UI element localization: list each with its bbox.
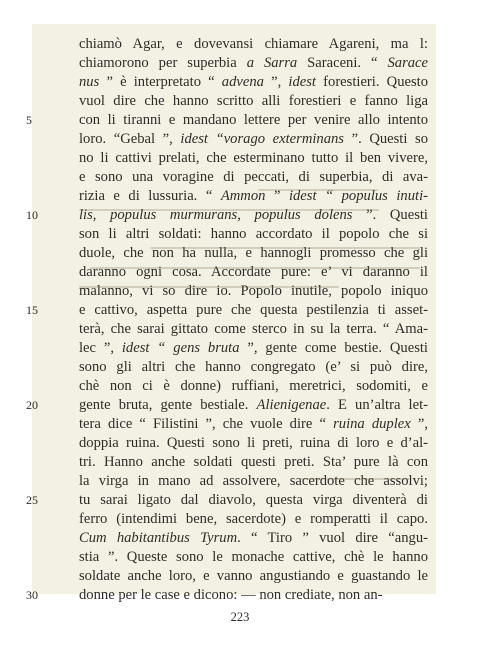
text-run: gente bruta, gente bestiale. [79, 397, 257, 413]
text-line [79, 54, 428, 73]
italic-text: idest “vorago exterminans [180, 131, 344, 147]
text-line [79, 491, 428, 510]
italic-text: idest “ populus inuti- [288, 188, 428, 204]
italic-text: Cum habitantibus Tyrum [79, 530, 238, 546]
line-number: 10 [26, 208, 38, 222]
line-number: 15 [26, 303, 38, 317]
italic-text: a Sarra [246, 55, 298, 71]
text-run: ferro (intendimi bene, sacerdote) e romperatti il capo. [79, 511, 428, 527]
text-line [79, 472, 428, 491]
line-number: 5 [26, 113, 32, 127]
text-run: rizia e di lussuria. “ [79, 188, 221, 204]
text-line [79, 377, 428, 396]
pencil-underline [90, 267, 420, 269]
text-run: Saraceni. “ [297, 55, 388, 71]
italic-text: Sarace [387, 55, 428, 71]
text-line [79, 453, 428, 472]
text-run: no li cattivi prelati, che esterminano tutto il ben vivere, [79, 150, 428, 166]
text-line [79, 586, 428, 605]
pencil-underline [79, 286, 339, 288]
text-line [79, 149, 428, 168]
text-line [79, 567, 428, 586]
text-run: . E un’altra let- [326, 397, 428, 413]
text-run: e sono una voragine di peccati, di superbia, di ava- [79, 169, 428, 185]
line-number: 30 [26, 588, 38, 602]
text-run: son li altri soldati: hanno accordato il popolo che si [79, 226, 428, 242]
text-run: tera dice “ Filistini ”, che vuole dire “ [79, 416, 334, 432]
text-line [79, 358, 428, 377]
italic-text: idest “ gens bruta [121, 340, 240, 356]
text-run: con li tiranni e mandano lettere per venire allo intento [79, 112, 428, 128]
text-line [79, 415, 428, 434]
text-line [79, 92, 428, 111]
text-run: ”, [263, 74, 289, 90]
text-run: chiamorono per superbia [79, 55, 247, 71]
line-number: 25 [26, 493, 38, 507]
text-run: loro. “Gebal ”, [79, 131, 181, 147]
text-line [79, 168, 428, 187]
italic-text: Ammon [220, 188, 266, 204]
text-run: ”, [410, 416, 428, 432]
text-line [79, 396, 428, 415]
text-line [79, 35, 428, 54]
text-run: soldate anche loro, e vanno angustiando e guastando le [79, 568, 428, 584]
text-run: tri. Hanno anche soldati questi preti. Sta’ pure là con [79, 454, 428, 470]
text-run: la virga in mano ad assolvere, sacerdote che assolvi; [79, 473, 428, 489]
text-run: ”, gente come bestie. Questi [239, 340, 428, 356]
line-number: 20 [26, 398, 38, 412]
text-run: . “ Tiro ” vuol dire “angu- [237, 530, 428, 546]
text-run: daranno ogni cosa. Accordate pure: e’ vi daranno il [79, 264, 428, 280]
text-line [79, 130, 428, 149]
text-line [79, 282, 428, 301]
text-line [79, 320, 428, 339]
text-run: sono gli altri che hanno congregato (e’ si può dire, [79, 359, 428, 375]
page-number: 223 [230, 610, 250, 624]
text-line [79, 434, 428, 453]
text-line [79, 301, 428, 320]
text-run: stia ”. Queste sono le monache cattive, chè le hanno [79, 549, 428, 565]
italic-text: idest [288, 74, 316, 90]
text-run: vuol dire che hanno scritto alli forestieri e fanno liga [79, 93, 428, 109]
text-line [79, 548, 428, 567]
text-line [79, 339, 428, 358]
text-run: lec ”, [79, 340, 122, 356]
text-line [79, 263, 428, 282]
text-run: ”. Questi [352, 207, 428, 223]
text-run: terà, che sarai gittato come sterco in su la terra. “ Ama- [79, 321, 428, 337]
pencil-underline [150, 247, 420, 249]
italic-text: Alienigenae [256, 397, 327, 413]
text-run: malanno, vi so dire io. Popolo inutile, popolo iniquo [79, 283, 428, 299]
text-line [79, 510, 428, 529]
text-line [79, 529, 428, 548]
text-run: chiamò Agar, e dovevansi chiamare Agareni, ma l: [79, 36, 428, 52]
text-run: e cattivo, aspetta pure che questa pestilenzia ti asset- [79, 302, 428, 318]
pencil-underline [79, 209, 379, 211]
text-line [79, 73, 428, 92]
text-run: forestieri. Questo [316, 74, 428, 90]
italic-text: advena [221, 74, 264, 90]
text-run: duole, che non ha nulla, e hannogli promesso che gli [79, 245, 428, 261]
text-run: donne per le case e dicono: — non crediate, non an- [79, 587, 383, 603]
italic-text: nus [79, 74, 100, 90]
italic-text: lis, populus murmurans, populus dolens [79, 207, 353, 223]
text-run: doppia ruina. Questi sono li preti, ruina di loro e d’al- [79, 435, 428, 451]
text-run: ” [265, 188, 289, 204]
text-line [79, 225, 428, 244]
text-run: ” è interpretato “ [99, 74, 222, 90]
text-run: tu sarai ligato dal diavolo, questa virga diventerà di [79, 492, 428, 508]
text-run: chè non ci è donne) ruffiani, meretrici, sodomiti, e [79, 378, 428, 394]
text-line [79, 111, 428, 130]
pencil-underline [300, 478, 410, 480]
pencil-underline [258, 189, 378, 191]
italic-text: ruina duplex [333, 416, 411, 432]
text-run: ”. Questi so [343, 131, 428, 147]
